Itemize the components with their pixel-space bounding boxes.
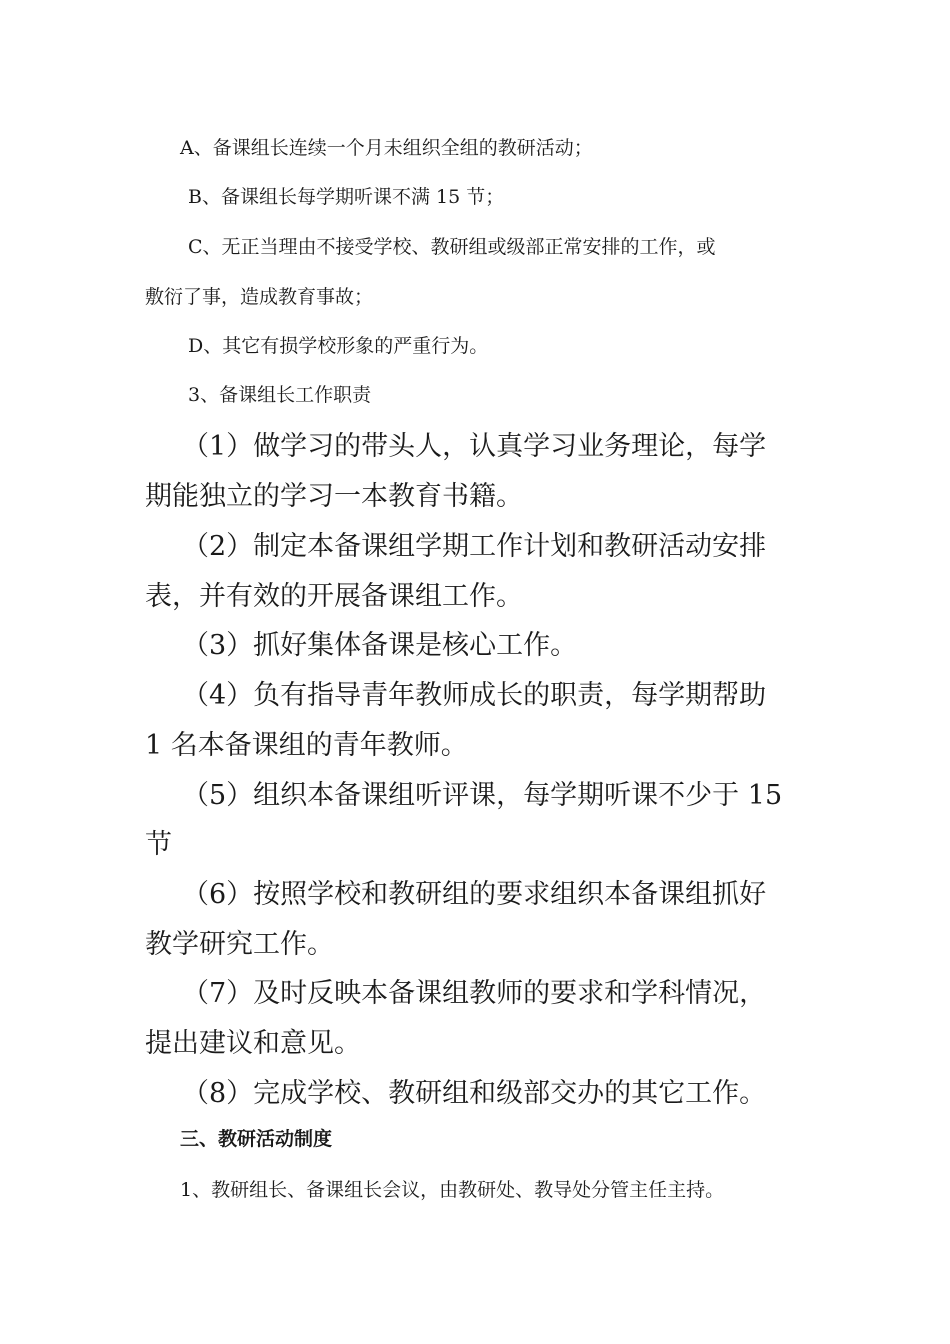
duty-4-line1: （4）负有指导青年教师成长的职责，每学期帮助 <box>182 680 767 711</box>
duty-8: （8）完成学校、教研组和级部交办的其它工作。 <box>182 1078 767 1109</box>
duty-1-line2: 期能独立的学习一本教育书籍。 <box>145 481 523 512</box>
duty-7-line1: （7）及时反映本备课组教师的要求和学科情况， <box>182 978 767 1009</box>
duty-6-line1: （6）按照学校和教研组的要求组织本备课组抓好 <box>182 879 767 910</box>
duty-1-line1: （1）做学习的带头人，认真学习业务理论，每学 <box>182 431 767 462</box>
duty-2-line1: （2）制定本备课组学期工作计划和教研活动安排 <box>182 531 767 562</box>
duty-3: （3）抓好集体备课是核心工作。 <box>182 630 578 661</box>
last-item: 1、教研组长、备课组长会议，由教研处、教导处分管主任主持。 <box>180 1179 725 1201</box>
duty-7-line2: 提出建议和意见。 <box>145 1028 361 1059</box>
item-b: B、备课组长每学期听课不满 15 节； <box>188 186 505 208</box>
duty-4-line2: 1 名本备课组的青年教师。 <box>145 730 468 761</box>
duty-6-line2: 教学研究工作。 <box>145 929 334 960</box>
item-a: A、备课组长连续一个月未组织全组的教研活动； <box>180 137 593 159</box>
duty-5-line1: （5）组织本备课组听评课，每学期听课不少于 15 <box>182 780 783 811</box>
duty-5-line2: 节 <box>145 829 172 860</box>
duty-2-line2: 表，并有效的开展备课组工作。 <box>145 581 523 612</box>
chapter-heading: 三、教研活动制度 <box>180 1128 333 1150</box>
item-c-line2: 敷衍了事，造成教育事故； <box>145 286 374 308</box>
section-heading: 3、备课组长工作职责 <box>188 384 372 406</box>
item-c-line1: C、无正当理由不接受学校、教研组或级部正常安排的工作，或 <box>188 236 716 258</box>
item-d: D、其它有损学校形象的严重行为。 <box>188 335 489 357</box>
